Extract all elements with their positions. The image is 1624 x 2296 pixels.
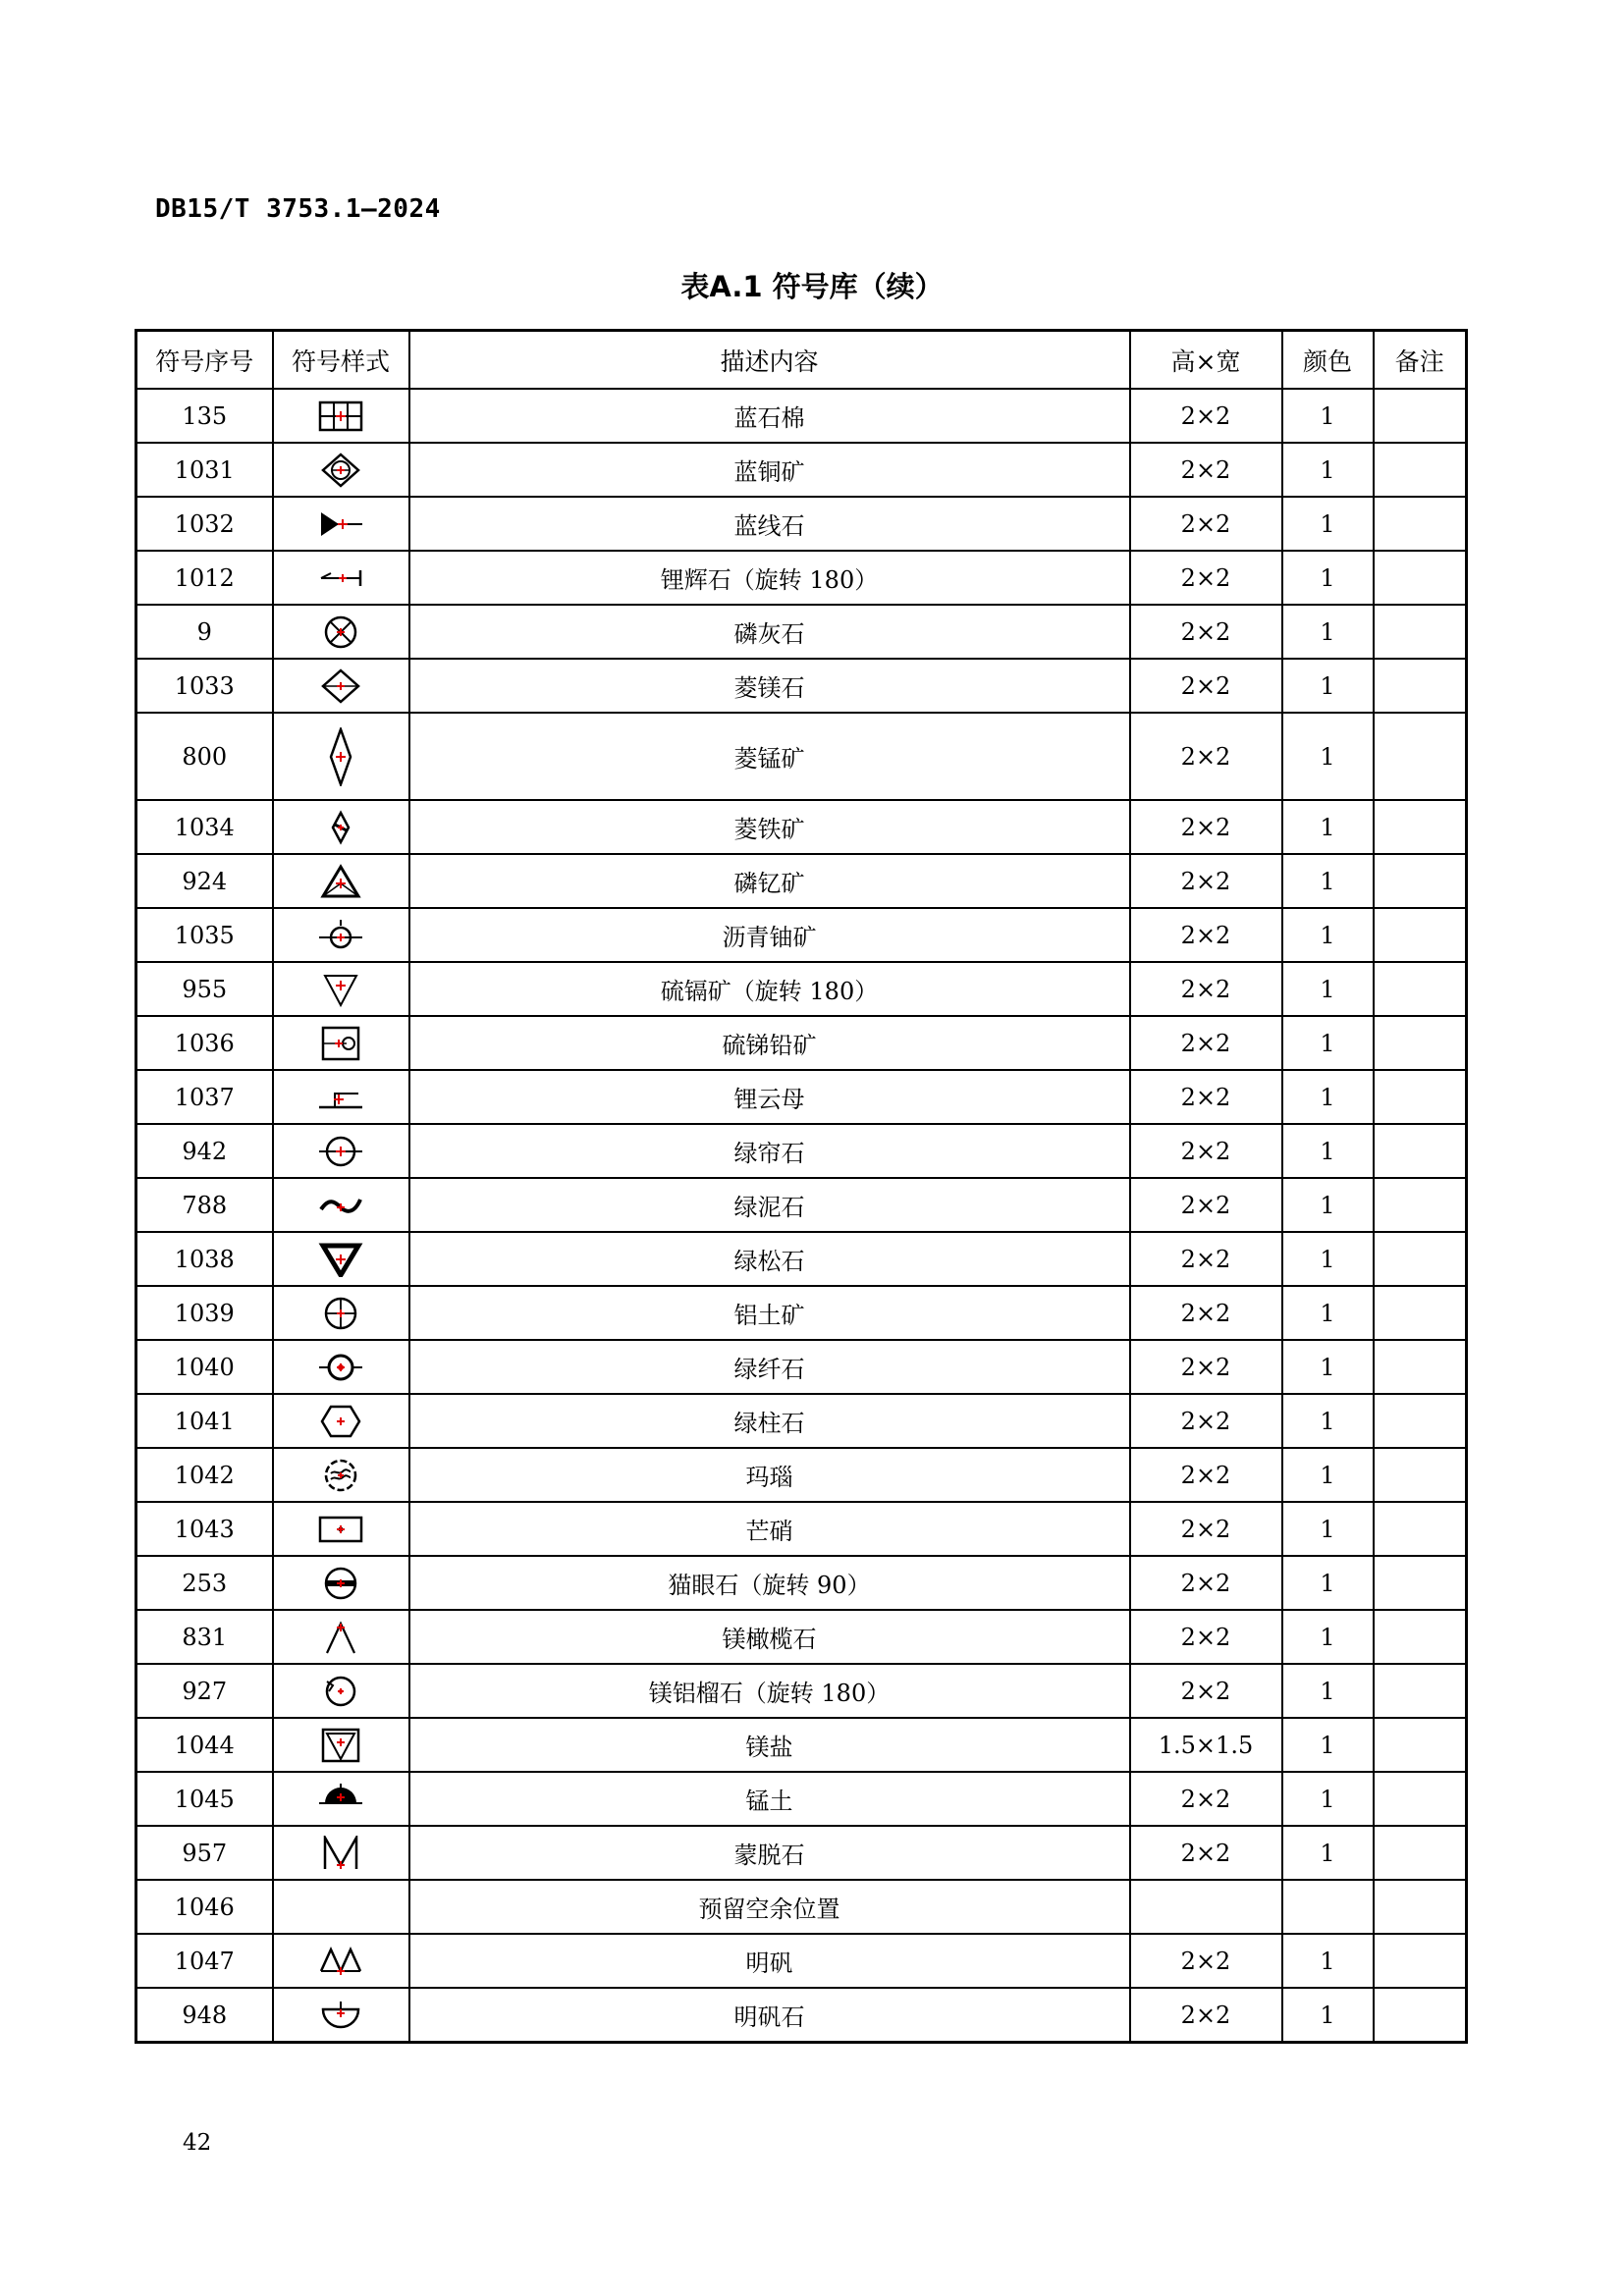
circle-dash-icon [317,1134,364,1169]
symbol-id-cell: 135 [136,389,273,443]
description-cell: 镁橄榄石 [409,1610,1130,1664]
arrow-bar-icon [317,561,364,596]
size-cell: 2×2 [1130,854,1282,908]
note-cell [1374,1610,1467,1664]
symbol-id-cell: 1032 [136,497,273,551]
color-cell: 1 [1282,1286,1374,1340]
color-cell: 1 [1282,389,1374,443]
table-header-row [136,331,1467,390]
symbol-style-cell [273,1826,409,1880]
symbol-style-cell [273,1556,409,1610]
symbol-id-cell: 948 [136,1988,273,2043]
symbol-style-cell [273,908,409,962]
color-cell: 1 [1282,1718,1374,1772]
table-row [136,713,1467,800]
col-header-desc: 描述内容 [409,331,1130,390]
note-cell [1374,962,1467,1016]
description-cell: 蓝铜矿 [409,443,1130,497]
color-cell: 1 [1282,551,1374,605]
symbol-id-cell: 927 [136,1664,273,1718]
size-cell: 2×2 [1130,1286,1282,1340]
size-cell: 2×2 [1130,713,1282,800]
color-cell: 1 [1282,443,1374,497]
symbol-style-cell [273,1016,409,1070]
symbol-id-cell: 253 [136,1556,273,1610]
symbol-style-cell [273,443,409,497]
table-row [136,1934,1467,1988]
table-row [136,1772,1467,1826]
circle-plus-icon [317,1296,364,1331]
symbol-style-cell [273,1394,409,1448]
size-cell: 2×2 [1130,1826,1282,1880]
color-cell: 1 [1282,713,1374,800]
color-cell: 1 [1282,1934,1374,1988]
step-line-icon [317,1080,364,1115]
symbol-style-cell [273,1124,409,1178]
table-row [136,1718,1467,1772]
symbol-style-cell [273,1502,409,1556]
triangle-flag-icon [317,507,364,542]
description-cell: 镁铝榴石（旋转 180） [409,1664,1130,1718]
table-row [136,1502,1467,1556]
size-cell: 2×2 [1130,1448,1282,1502]
note-cell [1374,1124,1467,1178]
description-cell: 锂云母 [409,1070,1130,1124]
table-row [136,1664,1467,1718]
table-row [136,1556,1467,1610]
table-row [136,1016,1467,1070]
color-cell: 1 [1282,1826,1374,1880]
description-cell: 玛瑙 [409,1448,1130,1502]
size-cell: 2×2 [1130,443,1282,497]
symbol-id-cell: 800 [136,713,273,800]
description-cell: 明矾石 [409,1988,1130,2043]
size-cell: 2×2 [1130,497,1282,551]
description-cell: 绿帘石 [409,1124,1130,1178]
symbol-style-cell [273,605,409,659]
note-cell [1374,800,1467,854]
symbol-id-cell: 1041 [136,1394,273,1448]
description-cell: 镁盐 [409,1718,1130,1772]
description-cell: 磷钇矿 [409,854,1130,908]
dashed-circle-wave-icon [317,1458,364,1493]
note-cell [1374,659,1467,713]
note-cell [1374,854,1467,908]
note-cell [1374,713,1467,800]
color-cell: 1 [1282,659,1374,713]
note-cell [1374,497,1467,551]
color-cell: 1 [1282,1394,1374,1448]
note-cell [1374,1286,1467,1340]
symbol-style-cell [273,1448,409,1502]
symbol-style-cell [273,800,409,854]
symbol-id-cell: 942 [136,1124,273,1178]
symbol-id-cell: 1031 [136,443,273,497]
note-cell [1374,1448,1467,1502]
description-cell: 绿纤石 [409,1340,1130,1394]
note-cell [1374,1664,1467,1718]
table-row [136,443,1467,497]
description-cell: 蓝石棉 [409,389,1130,443]
description-cell: 蒙脱石 [409,1826,1130,1880]
size-cell: 2×2 [1130,1232,1282,1286]
note-cell [1374,1772,1467,1826]
table-row [136,497,1467,551]
wave-icon [317,1188,364,1223]
note-cell [1374,1556,1467,1610]
note-cell [1374,1718,1467,1772]
note-cell [1374,1880,1467,1934]
color-cell: 1 [1282,1610,1374,1664]
note-cell [1374,1016,1467,1070]
symbol-id-cell: 1046 [136,1880,273,1934]
symbol-style-cell [273,1880,409,1934]
note-cell [1374,1394,1467,1448]
symbol-id-cell: 1045 [136,1772,273,1826]
table-row [136,1340,1467,1394]
table-row [136,389,1467,443]
size-cell: 2×2 [1130,1394,1282,1448]
color-cell: 1 [1282,1232,1374,1286]
symbol-id-cell: 1033 [136,659,273,713]
symbol-id-cell: 1035 [136,908,273,962]
symbol-id-cell: 1044 [136,1718,273,1772]
col-header-note: 备注 [1374,331,1467,390]
color-cell: 1 [1282,1502,1374,1556]
circle-notch-icon [317,1674,364,1709]
size-cell: 2×2 [1130,551,1282,605]
symbol-id-cell: 1037 [136,1070,273,1124]
color-cell: 1 [1282,1772,1374,1826]
table-row [136,1232,1467,1286]
symbol-style-cell [273,497,409,551]
size-cell: 2×2 [1130,962,1282,1016]
table-row [136,605,1467,659]
size-cell: 2×2 [1130,908,1282,962]
symbol-table [135,329,1468,2044]
table-row [136,1394,1467,1448]
table-row [136,1988,1467,2043]
symbol-id-cell: 831 [136,1610,273,1664]
note-cell [1374,1502,1467,1556]
table-row [136,1070,1467,1124]
color-cell: 1 [1282,1178,1374,1232]
symbol-id-cell: 1034 [136,800,273,854]
color-cell: 1 [1282,497,1374,551]
color-cell: 1 [1282,1124,1374,1178]
table-title: 表A.1 符号库（续） [680,270,944,303]
description-cell: 沥青铀矿 [409,908,1130,962]
size-cell: 2×2 [1130,1772,1282,1826]
color-cell: 1 [1282,1556,1374,1610]
note-cell [1374,1934,1467,1988]
note-cell [1374,1070,1467,1124]
note-cell [1374,1826,1467,1880]
table-row [136,908,1467,962]
circle-crosshair-icon [317,918,364,953]
note-cell [1374,551,1467,605]
size-cell: 2×2 [1130,1664,1282,1718]
symbol-id-cell: 1036 [136,1016,273,1070]
diamond-line-icon [317,668,364,704]
size-cell: 2×2 [1130,659,1282,713]
symbol-style-cell [273,1178,409,1232]
box-triangle-icon [317,1728,364,1763]
dome-icon [317,1782,364,1817]
description-cell: 芒硝 [409,1502,1130,1556]
col-header-style: 符号样式 [273,331,409,390]
tall-diamond-icon [317,727,364,786]
symbol-style-cell [273,1718,409,1772]
color-cell: 1 [1282,605,1374,659]
symbol-id-cell: 9 [136,605,273,659]
symbol-id-cell: 957 [136,1826,273,1880]
size-cell [1130,1880,1282,1934]
size-cell: 2×2 [1130,1934,1282,1988]
note-cell [1374,389,1467,443]
table-row [136,1286,1467,1340]
description-cell: 绿泥石 [409,1178,1130,1232]
col-header-size: 高×宽 [1130,331,1282,390]
symbol-id-cell: 1042 [136,1448,273,1502]
symbol-style-cell [273,1664,409,1718]
note-cell [1374,1988,1467,2043]
note-cell [1374,605,1467,659]
symbol-style-cell [273,1286,409,1340]
document-code: DB15/T 3753.1—2024 [155,194,441,224]
note-cell [1374,443,1467,497]
description-cell: 猫眼石（旋转 90） [409,1556,1130,1610]
color-cell: 1 [1282,800,1374,854]
description-cell: 硫锑铅矿 [409,1016,1130,1070]
description-cell: 菱铁矿 [409,800,1130,854]
description-cell: 蓝线石 [409,497,1130,551]
table-row [136,551,1467,605]
symbol-style-cell [273,854,409,908]
symbol-style-cell [273,1934,409,1988]
symbol-id-cell: 788 [136,1178,273,1232]
table-row [136,1124,1467,1178]
symbol-style-cell [273,1988,409,2043]
circle-x-icon [317,614,364,650]
size-cell: 2×2 [1130,1340,1282,1394]
m-shape-icon [317,1836,364,1871]
color-cell: 1 [1282,1070,1374,1124]
symbol-style-cell [273,1772,409,1826]
size-cell: 2×2 [1130,389,1282,443]
table-row [136,1448,1467,1502]
color-cell: 1 [1282,908,1374,962]
symbol-id-cell: 924 [136,854,273,908]
table-row [136,962,1467,1016]
symbol-id-cell: 1043 [136,1502,273,1556]
inverted-triangle-icon [317,972,364,1007]
hexagon-icon [317,1404,364,1439]
size-cell: 2×2 [1130,1178,1282,1232]
box-circle-icon [317,1026,364,1061]
table-row [136,1880,1467,1934]
symbol-id-cell: 1012 [136,551,273,605]
symbol-id-cell: 1038 [136,1232,273,1286]
symbol-style-cell [273,659,409,713]
bold-circle-dash-icon [317,1350,364,1385]
note-cell [1374,1178,1467,1232]
triangle-cross-icon [317,864,364,899]
description-cell: 铝土矿 [409,1286,1130,1340]
table-row [136,854,1467,908]
size-cell: 2×2 [1130,1016,1282,1070]
table-row [136,659,1467,713]
color-cell: 1 [1282,1988,1374,2043]
description-cell: 锰土 [409,1772,1130,1826]
symbol-style-cell [273,1340,409,1394]
symbol-id-cell: 955 [136,962,273,1016]
symbol-style-cell [273,962,409,1016]
color-cell: 1 [1282,1340,1374,1394]
color-cell: 1 [1282,962,1374,1016]
col-header-id: 符号序号 [136,331,273,390]
color-cell: 1 [1282,1448,1374,1502]
symbol-id-cell: 1040 [136,1340,273,1394]
size-cell: 2×2 [1130,1124,1282,1178]
size-cell: 2×2 [1130,1556,1282,1610]
description-cell: 明矾 [409,1934,1130,1988]
symbol-id-cell: 1047 [136,1934,273,1988]
double-caret-icon [317,1944,364,1979]
table-row [136,800,1467,854]
size-cell: 2×2 [1130,1070,1282,1124]
col-header-color: 颜色 [1282,331,1374,390]
table-row [136,1826,1467,1880]
symbol-style-cell [273,1232,409,1286]
description-cell: 硫镉矿（旋转 180） [409,962,1130,1016]
symbol-style-cell [273,389,409,443]
size-cell: 2×2 [1130,1502,1282,1556]
size-cell: 2×2 [1130,1610,1282,1664]
description-cell: 锂辉石（旋转 180） [409,551,1130,605]
symbol-style-cell [273,551,409,605]
circle-band-icon [317,1566,364,1601]
filled-inverted-triangle-icon [317,1242,364,1277]
size-cell: 2×2 [1130,605,1282,659]
color-cell [1282,1880,1374,1934]
note-cell [1374,1232,1467,1286]
caret-icon [317,1620,364,1655]
description-cell: 磷灰石 [409,605,1130,659]
description-cell: 绿柱石 [409,1394,1130,1448]
rectangle-dot-icon [317,1512,364,1547]
note-cell [1374,1340,1467,1394]
symbol-style-cell [273,1610,409,1664]
table-row [136,1178,1467,1232]
description-cell: 预留空余位置 [409,1880,1130,1934]
symbol-style-cell [273,1070,409,1124]
color-cell: 1 [1282,854,1374,908]
description-cell: 菱镁石 [409,659,1130,713]
color-cell: 1 [1282,1016,1374,1070]
symbol-id-cell: 1039 [136,1286,273,1340]
symbol-style-cell [273,713,409,800]
small-diamond-icon [317,810,364,845]
diamond-circle-icon [317,453,364,488]
half-circle-icon [317,1998,364,2033]
color-cell: 1 [1282,1664,1374,1718]
size-cell: 2×2 [1130,800,1282,854]
size-cell: 1.5×1.5 [1130,1718,1282,1772]
note-cell [1374,908,1467,962]
description-cell: 菱锰矿 [409,713,1130,800]
page-number: 42 [183,2130,212,2156]
size-cell: 2×2 [1130,1988,1282,2043]
grid-box-icon [317,399,364,434]
table-row [136,1610,1467,1664]
description-cell: 绿松石 [409,1232,1130,1286]
